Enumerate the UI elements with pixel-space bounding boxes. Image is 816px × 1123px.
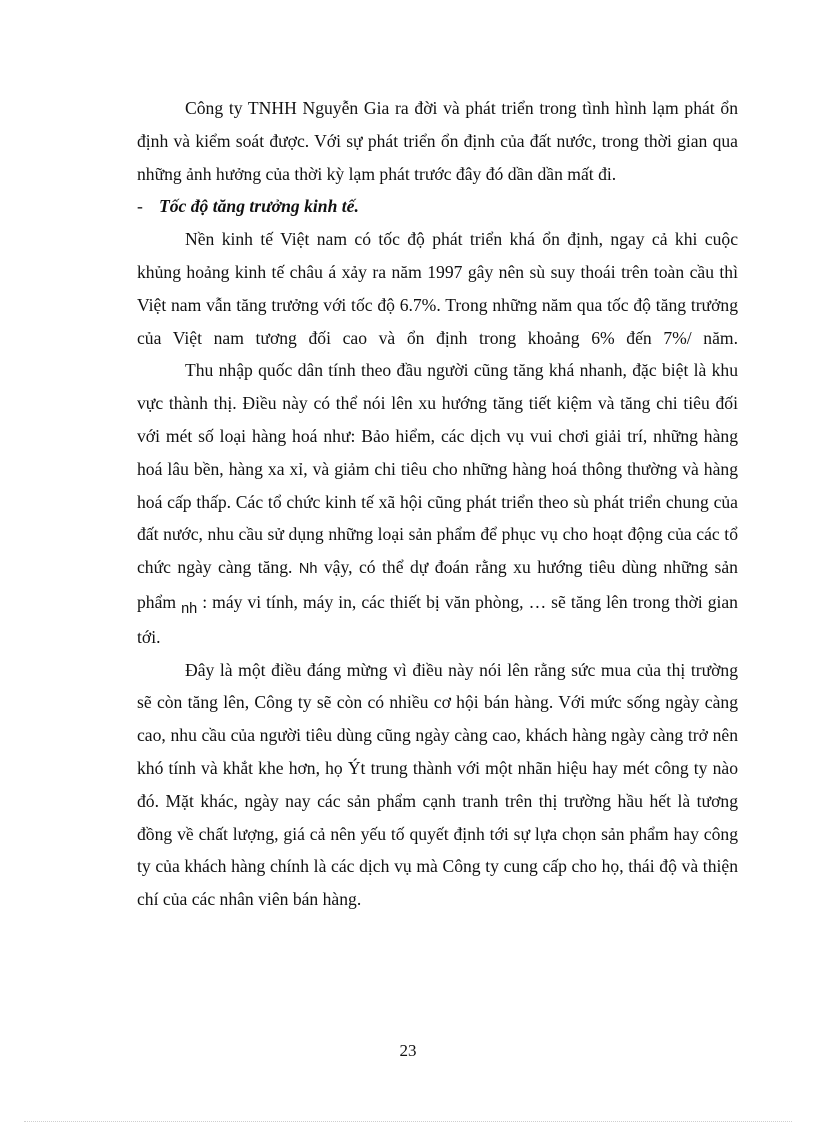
- paragraph-purchasing-power: Đây là một điều đáng mừng vì điều này nói lên rằng sức mua của thị trường sẽ còn tăng lên, Công ty sẽ còn có nhiều cơ hội bán hàng. Với mức sống ngày càng cao, nhu cầu của người tiêu dùng cũng ngày càng cao, khách hàng ngày càng trở nên khó tính và khắt khe hơn, họ Ýt trung thành với một nhãn hiệu hay mét công ty nào đó. Mặt khác, ngày nay các sản phẩm cạnh tranh trên thị trường hầu hết là tương đồng về chất lượng, giá cả nên yếu tố quyết định tới sự lựa chọn sản phẩm hay công ty của khách hàng chính là các dịch vụ mà Công ty cung cấp cho họ, thái độ và thiện chí của các nhân viên bán hàng.: [137, 659, 738, 910]
- heading-text: Tốc độ tăng trưởng kinh tế.: [159, 196, 359, 217]
- paragraph-income-part2: vậy, có thể dự đoán rằng xu hướng tiêu dùng những sản phẩm: [137, 557, 738, 612]
- section-heading: [137, 190, 738, 223]
- page-number: 23: [399, 1041, 417, 1060]
- paragraph-income: [137, 354, 738, 653]
- text-fragment-nh-1: Nh: [298, 561, 318, 578]
- footer-divider: [24, 1121, 792, 1122]
- heading-bullet-dash: -: [137, 196, 143, 217]
- paragraph-income-part3: : máy vi tính, máy in, các thiết bị văn phòng, … sẽ tăng lên trong thời gian tới.: [137, 591, 738, 647]
- paragraph-growth: Nền kinh tế Việt nam có tốc độ phát triển khá ổn định, ngay cả khi cuộc khủng hoảng kinh tế châu á xảy ra năm 1997 gây nên sù suy thoái trên toàn cầu thì Việt nam vẫn tăng trưởng với tốc độ 6.7%. Trong những năm qua tốc độ tăng trưởng của Việt nam tương đối cao và ổn định trong khoảng 6% đến 7%/ năm.: [137, 229, 738, 348]
- body-text: [137, 92, 738, 916]
- paragraph-intro: Công ty TNHH Nguyễn Gia ra đời và phát triển trong tình hình lạm phát ổn định và kiểm soát được. Với sự phát triển ổn định của đất nước, trong thời gian qua những ảnh hưởng của thời kỳ lạm phát trước đây đó dần dần mất đi.: [137, 98, 738, 184]
- text-fragment-nh-2: nh: [181, 600, 198, 617]
- paragraph-income-part1: Thu nhập quốc dân tính theo đầu người cũng tăng khá nhanh, đặc biệt là khu vực thành thị. Điều này có thể nói lên xu hướng tăng tiết kiệm và tăng chi tiêu đối với mét số loại hàng hoá như: Bảo hiểm, các dịch vụ vui chơi giải trí, những hàng hoá lâu bền, hàng xa xỉ, và giảm chi tiêu cho những hàng hoá thông thường và hàng hoá cấp thấp. Các tổ chức kinh tế xã hội cũng phát triển theo sù phát triển chung của đất nước, nhu cầu sử dụng những loại sản phẩm để phục vụ cho hoạt động của các tổ chức ngày càng tăng.: [137, 360, 738, 578]
